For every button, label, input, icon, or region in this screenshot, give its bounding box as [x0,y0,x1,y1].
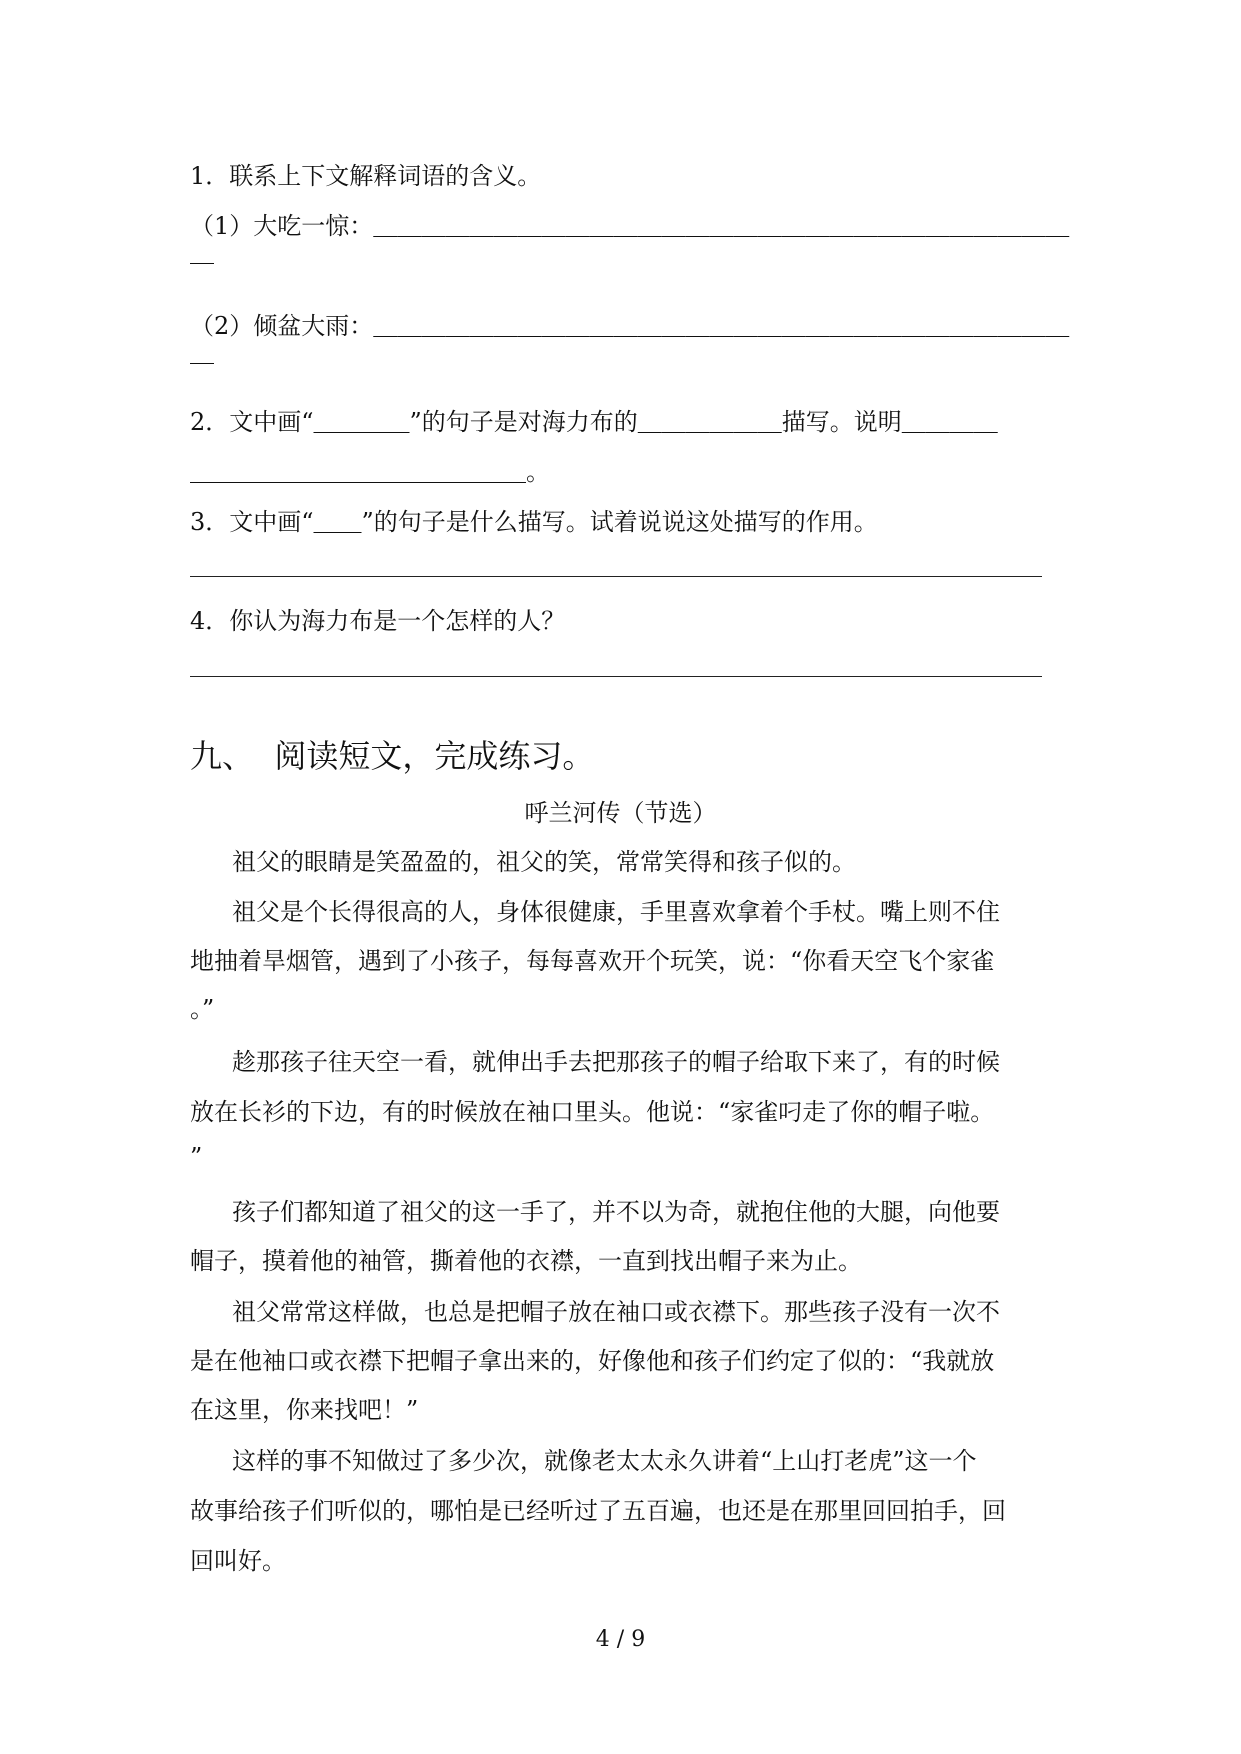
question-1-part-2-tail: ＿ [190,339,214,367]
passage-line: 地抽着旱烟管，遇到了小孩子，每每喜欢开个玩笑，说：“你看天空飞个家雀 [190,947,995,975]
question-1: 1．联系上下文解释词语的含义。 [190,162,542,190]
passage-line: 故事给孩子们听似的，哪怕是已经听过了五百遍，也还是在那里回回拍手，回 [190,1497,1006,1525]
page-number: 4 / 9 [595,1627,646,1652]
question-2: 2．文中画“＿＿＿＿”的句子是对海力布的＿＿＿＿＿＿描写。说明＿＿＿＿ [190,408,998,436]
question-1-part-1-tail: ＿ [190,239,214,267]
passage-line: ” [190,1143,203,1171]
passage-line: 。” [190,995,215,1023]
passage-title: 呼兰河传（节选） [524,799,717,827]
question-1-part-2: （2）倾盆大雨：＿＿＿＿＿＿＿＿＿＿＿＿＿＿＿＿＿＿＿＿＿＿＿＿＿＿＿＿＿ [190,312,1070,340]
passage-line: 放在长衫的下边，有的时候放在袖口里头。他说：“家雀叼走了你的帽子啦。 [190,1098,995,1126]
section-heading: 九、 阅读短文，完成练习。 [190,737,595,775]
passage-line: 祖父是个长得很高的人，身体很健康，手里喜欢拿着个手杖。嘴上则不住 [232,898,1000,926]
passage-line: 祖父常常这样做，也总是把帽子放在袖口或衣襟下。那些孩子没有一次不 [232,1298,1000,1326]
passage-line: 是在他袖口或衣襟下把帽子拿出来的，好像他和孩子们约定了似的：“我就放 [190,1347,995,1375]
question-4: 4．你认为海力布是一个怎样的人？ [190,607,566,635]
question-3: 3．文中画“＿＿”的句子是什么描写。试着说说这处描写的作用。 [190,508,878,536]
passage-line: 趁那孩子往天空一看，就伸出手去把那孩子的帽子给取下来了，有的时候 [232,1048,1000,1076]
question-2-continued: ＿＿＿＿＿＿＿＿＿＿＿＿＿＿。 [190,458,550,486]
passage-line: 孩子们都知道了祖父的这一手了，并不以为奇，就抱住他的大腿，向他要 [232,1198,1000,1226]
answer-line-4 [190,676,1042,677]
passage-line: 在这里，你来找吧！” [190,1396,419,1424]
passage-line: 祖父的眼睛是笑盈盈的，祖父的笑，常常笑得和孩子似的。 [232,848,856,876]
question-1-part-1: （1）大吃一惊：＿＿＿＿＿＿＿＿＿＿＿＿＿＿＿＿＿＿＿＿＿＿＿＿＿＿＿＿＿ [190,212,1070,240]
passage-line: 回叫好。 [190,1547,286,1575]
passage-line: 这样的事不知做过了多少次，就像老太太永久讲着“上山打老虎”这一个 [232,1447,977,1475]
passage-line: 帽子，摸着他的袖管，撕着他的衣襟，一直到找出帽子来为止。 [190,1247,862,1275]
answer-line-3 [190,576,1042,577]
